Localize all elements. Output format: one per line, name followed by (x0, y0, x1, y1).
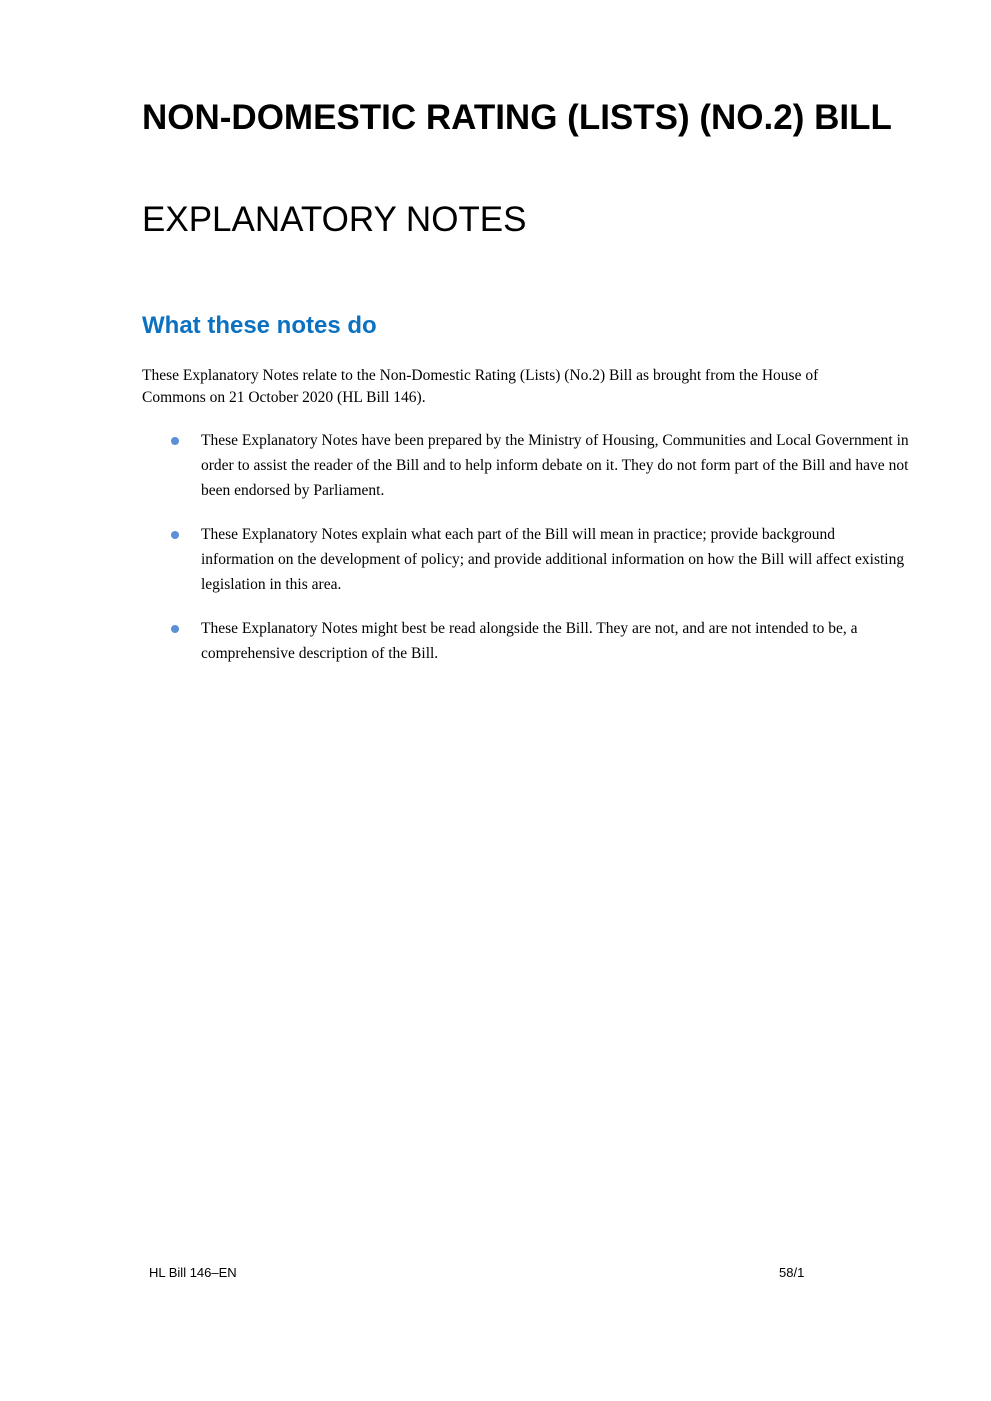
bullet-dot-icon (171, 437, 179, 445)
document-title: NON-DOMESTIC RATING (LISTS) (NO.2) BILL (142, 98, 892, 137)
footer-reference: HL Bill 146–EN (149, 1265, 237, 1280)
intro-paragraph: These Explanatory Notes relate to the Non-Domestic Rating (Lists) (No.2) Bill as brought from the House of Commons on 21 October 2020 (HL Bill 146). (142, 367, 819, 406)
footer-page-number: 58/1 (779, 1265, 805, 1280)
bullet-text: These Explanatory Notes might best be read alongside the Bill. They are not, and are not intended to be, a comprehensive description of the Bill. (201, 620, 858, 662)
bullet-list (142, 428, 912, 685)
bullet-dot-icon (171, 625, 179, 633)
bullet-dot-icon (171, 531, 179, 539)
bullet-item (142, 616, 912, 666)
section-heading: What these notes do (142, 312, 377, 339)
document-subtitle: EXPLANATORY NOTES (142, 200, 527, 239)
bullet-item (142, 428, 912, 503)
bullet-text: These Explanatory Notes explain what each part of the Bill will mean in practice; provide background information on the development of policy; and provide additional information on how the Bill will affect existing legislation in this area. (201, 526, 905, 593)
bullet-text: These Explanatory Notes have been prepared by the Ministry of Housing, Communities and Local Government in order to assist the reader of the Bill and to help inform debate on it. They do not form part of the Bill and have not been endorsed by Parliament. (201, 432, 909, 499)
bullet-item (142, 522, 912, 597)
